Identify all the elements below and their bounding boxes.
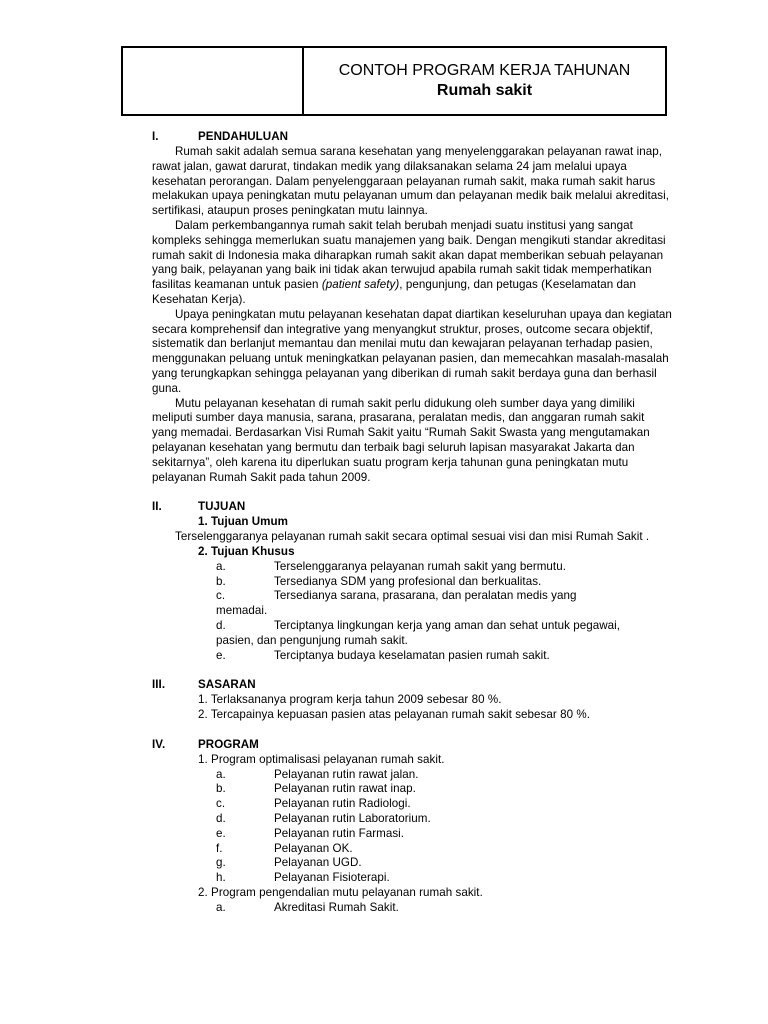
header-logo-cell [123,48,304,114]
list-item-letter: e. [216,648,226,662]
list-item-text: Pelayanan rutin rawat jalan. [274,767,419,781]
subheading-tujuan-khusus: 2. Tujuan Khusus [198,544,295,558]
section-title: PENDAHULUAN [198,130,289,143]
list-item-text: Tersedianya SDM yang profesional dan berkualitas. [274,574,542,588]
list-item-text: Pelayanan OK. [274,841,353,855]
list-item [152,619,672,634]
list-item-letter: h. [216,871,226,885]
header-box [121,46,667,116]
header-title-cell [304,48,665,114]
list-item-letter: c. [216,797,226,811]
paragraph: Terselenggaranya pelayanan rumah sakit secara optimal sesuai visi dan misi Rumah Sakit . [175,530,650,544]
list-item-text: Terselenggaranya pelayanan rumah sakit yang bermutu. [274,559,566,573]
list-item-letter: f. [216,841,223,855]
section-number: II. [152,500,162,514]
list-item-text: Terciptanya budaya keselamatan pasien rumah sakit. [274,648,550,662]
program-item: 1. Program optimalisasi pelayanan rumah sakit. [198,752,445,766]
section-heading-program [152,738,672,753]
program-2-list [152,901,672,916]
section-title: SASARAN [198,678,256,692]
list-item-text: Akreditasi Rumah Sakit. [274,900,399,914]
program-item: 2. Program pengendalian mutu pelayanan rumah sakit. [198,886,483,900]
section-number: I. [152,130,159,143]
program-1-list [152,768,672,886]
list-item: 2. Tercapainya kepuasan pasien atas pelayanan rumah sakit sebesar 80 %. [198,708,590,722]
section-heading-tujuan [152,500,672,515]
list-item [152,782,672,797]
list-item [152,901,672,916]
list-item-text: Pelayanan UGD. [274,856,362,870]
list-item-letter: b. [216,574,226,588]
section-title: TUJUAN [198,500,246,514]
section-heading-pendahuluan [152,130,672,145]
document-title: CONTOH PROGRAM KERJA TAHUNAN [338,62,631,79]
list-item [152,768,672,783]
list-item [152,842,672,857]
list-item-text: Pelayanan rutin Farmasi. [274,826,405,840]
subheading-tujuan-umum: 1. Tujuan Umum [198,515,289,529]
list-item-continuation: memadai. [216,604,268,618]
list-item-letter: e. [216,826,226,840]
list-item-text: Terciptanya lingkungan kerja yang aman dan sehat untuk pegawai, [274,618,621,632]
list-item-text: Tersedianya sarana, prasarana, dan peralatan medis yang [274,589,577,603]
list-item [152,649,672,664]
list-item [152,827,672,842]
list-item [152,856,672,871]
list-item-letter: a. [216,559,226,573]
section-number: III. [152,678,166,692]
paragraph: Upaya peningkatan mutu pelayanan kesehatan dapat diartikan keseluruhan upaya dan kegiatan secara komprehensif dan integrative yang menyangkut struktur, proses, outcome secara objektif, sistematik dan berlanjut memantau dan menilai mutu dan kewajaran pelayanan terhadap pasien, menggunakan peluang untuk meningkatkan pelayanan pasien, dan memecahkan masalah-masalah yang terungkapkan sehingga pelayanan yang diberikan di rumah sakit berdaya guna dan berhasil guna. [152,307,672,395]
list-item-continuation: pasien, dan pengunjung rumah sakit. [216,633,408,647]
document-subtitle: Rumah sakit [436,82,533,99]
paragraph: Mutu pelayanan kesehatan di rumah sakit perlu didukung oleh sumber daya yang dimiliki meliputi sumber daya manusia, sarana, prasarana, peralatan medis, dan anggaran rumah sakit yang memadai. Berdasarkan Visi Rumah Sakit yaitu “Rumah Sakit Swasta yang mengutamakan pelayanan kesehatan yang bermutu dan terbaik bagi seluruh lapisan masyarakat Jakarta dan sekitarnya”, oleh karena itu diperlukan suatu program kerja tahunan guna peningkatan mutu pelayanan Rumah Sakit pada tahun 2009. [152,396,650,484]
list-item-letter: a. [216,900,226,914]
list-item: 1. Terlaksananya program kerja tahun 2009 sebesar 80 %. [198,693,502,707]
section-title: PROGRAM [198,737,259,751]
list-item-text: Pelayanan Fisioterapi. [274,871,390,885]
list-item-letter: b. [216,782,226,796]
list-item-letter: c. [216,589,226,603]
list-item [152,871,672,886]
tujuan-khusus-list [152,560,672,664]
section-number: IV. [152,737,166,751]
list-item-text: Pelayanan rutin Radiologi. [274,797,411,811]
list-item-letter: d. [216,812,226,826]
list-item-letter: a. [216,767,226,781]
list-item-text: Pelayanan rutin Laboratorium. [274,812,431,826]
list-item [152,812,672,827]
list-item [152,575,672,590]
paragraph: Dalam perkembangannya rumah sakit telah berubah menjadi suatu institusi yang sangat kompleks sehingga memerlukan suatu manajemen yang baik. Dengan mengikuti standar akreditasi rumah sakit di Indonesia maka diharapkan rumah sakit akan dapat memberikan sebuah pelayanan yang baik, pelayanan yang baik ini tidak akan terwujud apabila rumah sakit tidak memperhatikan fasilitas keamanan untuk pasien (patient safety), pengunjung, dan petugas (Keselamatan dan Kesehatan Kerja). [152,218,666,306]
section-heading-sasaran [152,678,672,693]
list-item [152,589,672,604]
list-item-text: Pelayanan rutin rawat inap. [274,782,416,796]
list-item [152,797,672,812]
list-item-letter: d. [216,618,226,632]
document-body [152,130,672,916]
list-item-letter: g. [216,856,226,870]
paragraph: Rumah sakit adalah semua sarana kesehatan yang menyelenggarakan pelayanan rawat inap, rawat jalan, gawat darurat, tindakan medik yang dilaksanakan selama 24 jam melalui upaya kesehatan perorangan. Dalam penyelenggaraan pelayanan rumah sakit, maka rumah sakit harus melakukan upaya peningkatan mutu pelayanan umum dan pelayanan medik baik melalui akreditasi, sertifikasi, ataupun proses peningkatan mutu lainnya. [152,145,669,218]
list-item [152,560,672,575]
